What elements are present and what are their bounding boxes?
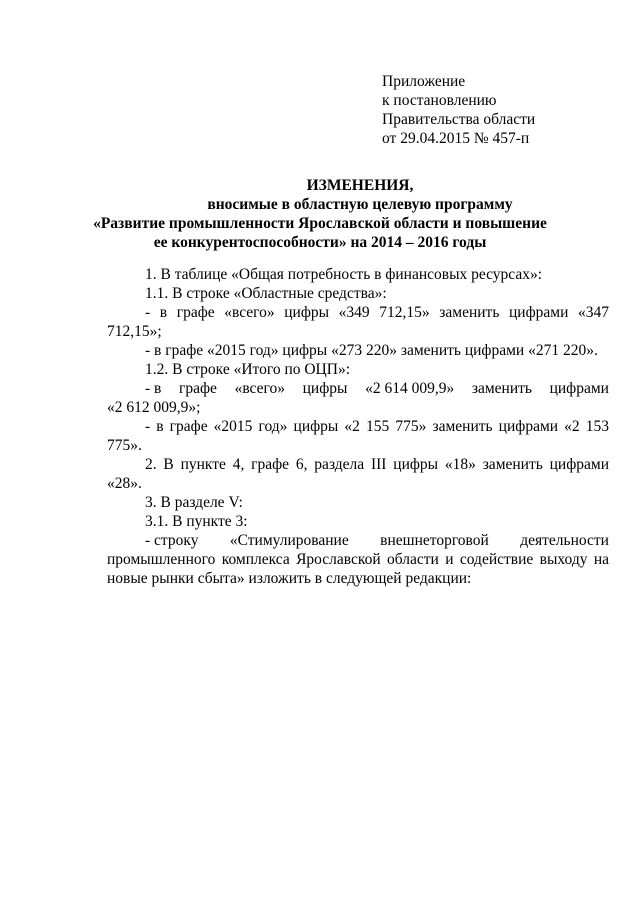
annex-line-3: Правительства области	[382, 111, 536, 128]
word: «всего»	[234, 380, 285, 397]
annex-line-1: Приложение	[382, 73, 466, 90]
paragraph-1-1-a: - в графе «всего» цифры «349 712,15» заменить цифрами «347 712,15»;	[107, 304, 609, 340]
title-line-1: вносимые в областную целевую программу	[207, 196, 513, 213]
document-title	[0, 176, 640, 252]
paragraph-1-2-b: - в графе «2015 год» цифры «2 155 775» заменить цифрами «2 153 775».	[107, 418, 609, 454]
word: цифрами	[549, 380, 609, 397]
word: цифры	[302, 380, 348, 397]
paragraph-1-2-a-line-2: «2 612 009,9»;	[107, 399, 201, 416]
annex-line-2: к постановлению	[382, 92, 497, 109]
paragraph-1-1-b: - в графе «2015 год» цифры «273 220» заменить цифрами «271 220».	[145, 342, 598, 359]
annex-line-4: от 29.04.2015 № 457-п	[382, 130, 530, 147]
title-line-3: ее конкурентоспособности» на 2014 – 2016 годы	[153, 234, 487, 251]
document-body	[107, 265, 609, 588]
paragraph-1-2-a-line-1	[107, 379, 609, 398]
paragraph-3: 3. В разделе V:	[145, 494, 243, 511]
paragraph-1-1: 1.1. В строке «Областные средства»:	[145, 285, 387, 302]
word: «2 614 009,9»	[365, 380, 455, 397]
paragraph-3-1-a-line-2: промышленного комплекса Ярославской области и содействие выходу на	[107, 551, 609, 568]
paragraph-2: 2. В пункте 4, графе 6, раздела III цифры «18» заменить цифрами «28».	[107, 456, 609, 492]
paragraph-3-1-a-line-1	[107, 531, 609, 550]
paragraph-3-1: 3.1. В пункте 3:	[145, 513, 248, 530]
word: внешнеторговой	[380, 532, 489, 549]
title-heading: ИЗМЕНЕНИЯ,	[306, 177, 414, 194]
word: «Стимулирование	[229, 532, 349, 549]
word: - в	[145, 380, 162, 397]
word: - строку	[145, 532, 199, 549]
annex-header	[382, 72, 535, 148]
word: заменить	[471, 380, 532, 397]
word: деятельности	[520, 532, 609, 549]
paragraph-1-2: 1.2. В строке «Итого по ОЦП»:	[145, 361, 350, 378]
paragraph-3-1-a-line-3: новые рынки сбыта» изложить в следующей редакции:	[107, 570, 472, 587]
word: графе	[179, 380, 217, 397]
paragraph-1: 1. В таблице «Общая потребность в финансовых ресурсах»:	[145, 266, 543, 283]
title-line-2: «Развитие промышленности Ярославской области и повышение	[93, 215, 547, 232]
